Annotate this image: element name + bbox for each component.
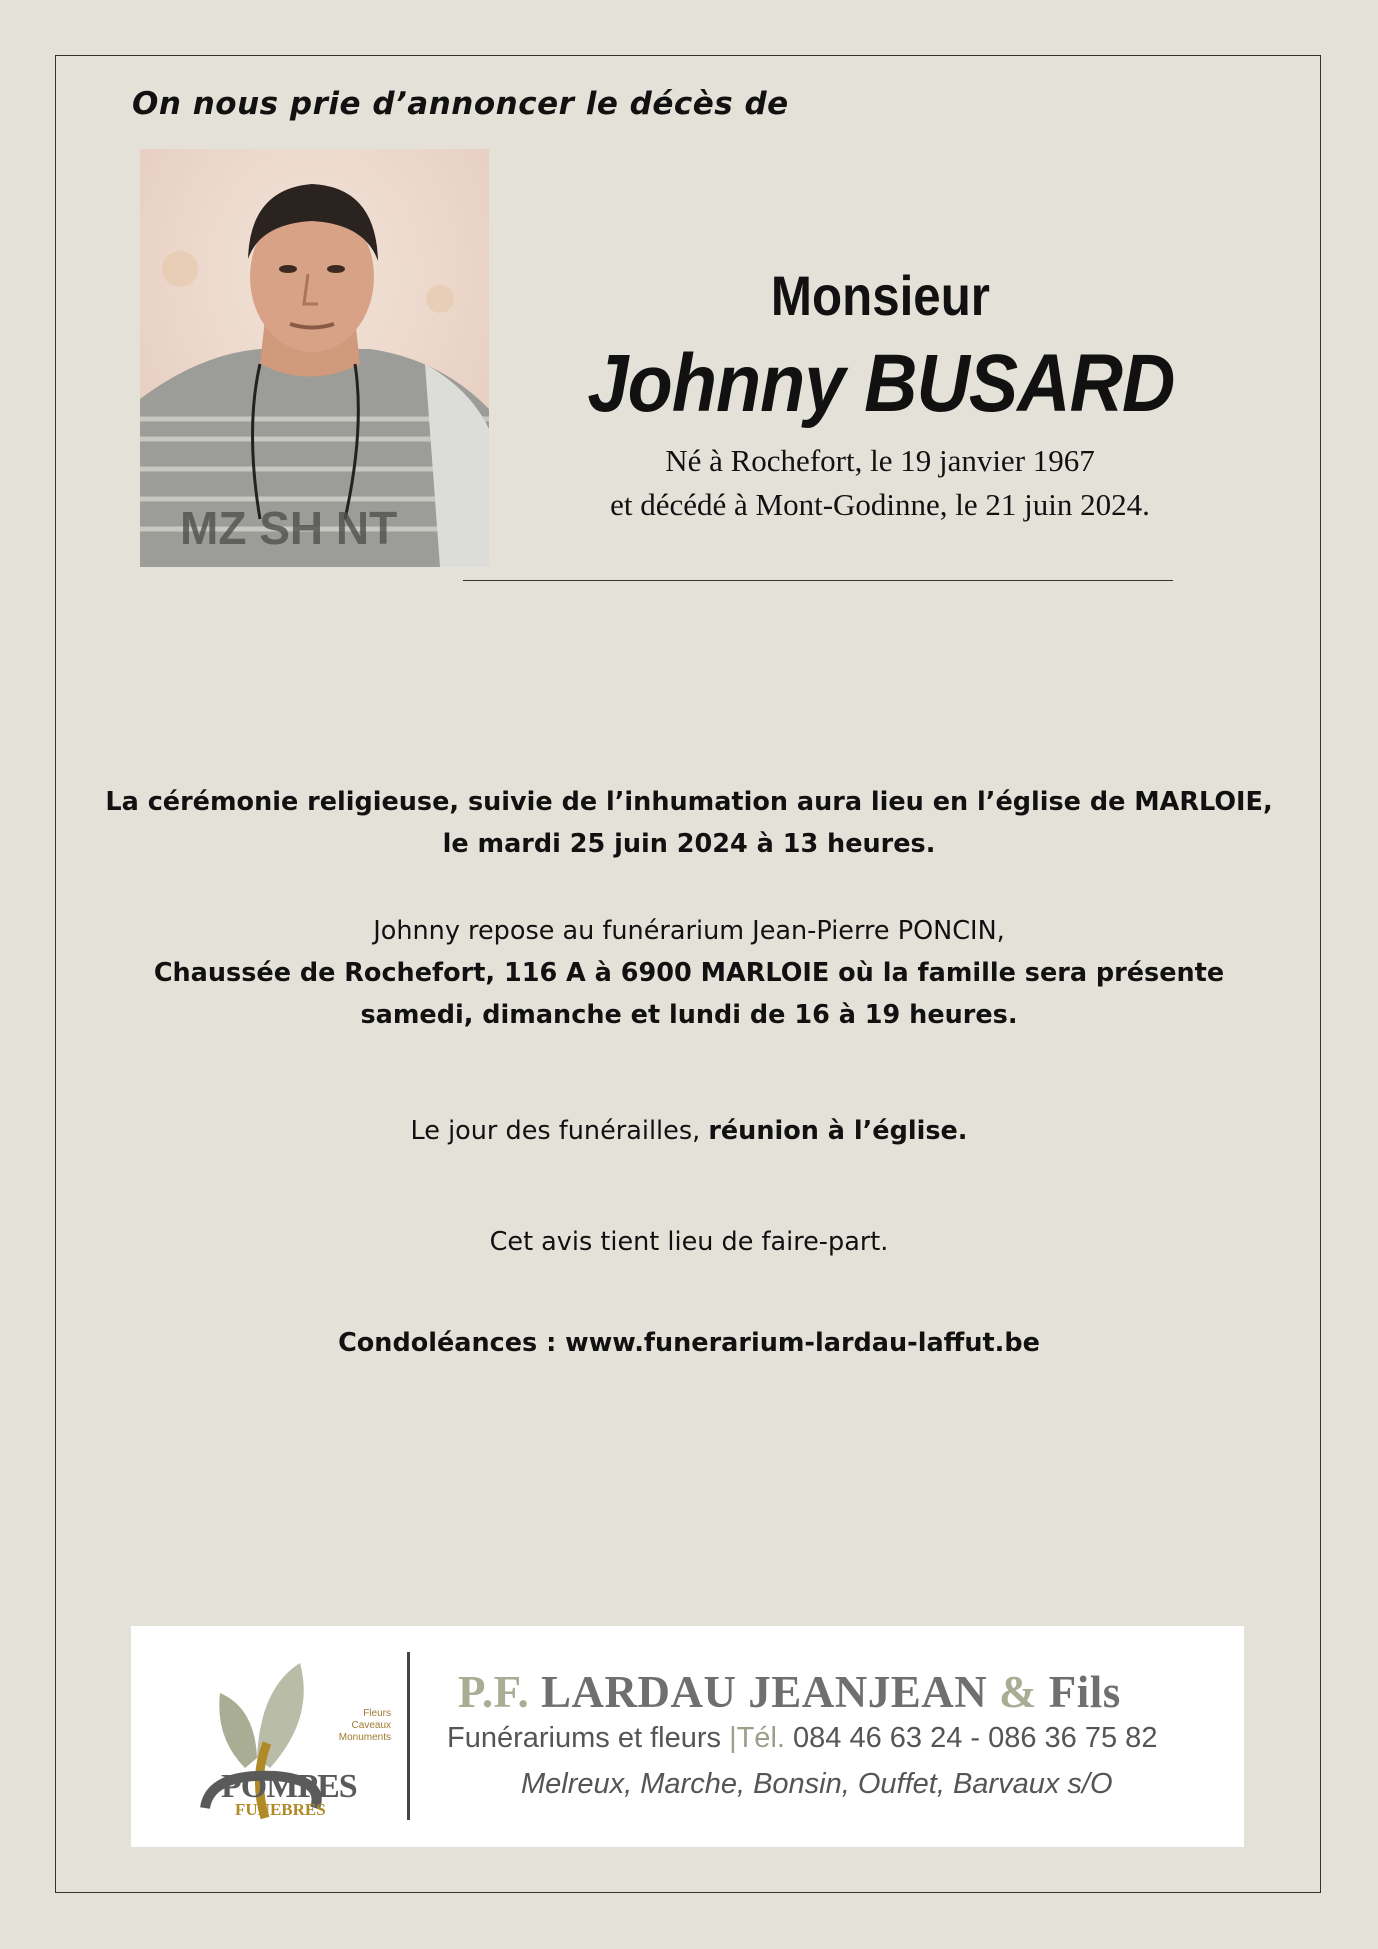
death-line: et décédé à Mont-Godinne, le 21 juin 2024.	[610, 487, 1150, 522]
firm-fils: Fils	[1048, 1667, 1121, 1717]
portrait-photo	[140, 149, 489, 567]
logo-tag-flowers: Fleurs	[363, 1708, 391, 1719]
ceremony-line-1: La cérémonie religieuse, suivie de l’inhumation aura lieu en l’église de MARLOIE,	[105, 787, 1273, 817]
rest-info	[80, 910, 1298, 1036]
services-text: Funérariums et fleurs	[447, 1722, 721, 1754]
condolences-line: Condoléances : www.funerarium-lardau-laffut.be	[338, 1328, 1040, 1358]
meeting-prefix: Le jour des funérailles,	[410, 1116, 709, 1146]
intro-line: On nous prie d’annoncer le décès de	[132, 86, 789, 122]
phone-numbers: 084 46 63 24 - 086 36 75 82	[793, 1722, 1158, 1754]
deceased-name: Johnny BUSARD	[587, 338, 1175, 429]
deceased-block	[555, 255, 1205, 527]
logo-word-pompes: POMPES	[221, 1768, 357, 1805]
firm-ampersand: &	[999, 1667, 1037, 1717]
firm-main: LARDAU JEANJEAN	[540, 1667, 988, 1717]
notice-line: Cet avis tient lieu de faire-part.	[489, 1227, 889, 1257]
firm-pf: P.F.	[458, 1667, 530, 1717]
svg-text:MZ SH NT: MZ SH NT	[180, 502, 398, 554]
firm-name	[458, 1666, 1121, 1718]
meeting-place: réunion à l’église.	[708, 1116, 968, 1146]
funeral-home-banner	[131, 1626, 1244, 1847]
birth-line: Né à Rochefort, le 19 janvier 1967	[665, 443, 1095, 478]
ceremony-line-2: le mardi 25 juin 2024 à 13 heures.	[442, 829, 936, 859]
tel-label: |Tél.	[729, 1722, 785, 1754]
services-line	[447, 1722, 1157, 1755]
rest-line-1: Johnny repose au funérarium Jean-Pierre PONCIN,	[373, 916, 1005, 946]
ceremony-info	[80, 781, 1298, 865]
logo-tag-monuments: Monuments	[338, 1732, 391, 1743]
honorific: Monsieur	[770, 264, 990, 327]
title-divider	[463, 580, 1173, 581]
meeting-info	[80, 1110, 1298, 1152]
logo-tag-vaults: Caveaux	[351, 1720, 391, 1731]
locations-line: Melreux, Marche, Bonsin, Ouffet, Barvaux s/O	[521, 1768, 1113, 1800]
logo-tags	[321, 1708, 391, 1744]
rest-line-2: Chaussée de Rochefort, 116 A à 6900 MARLOIE où la famille sera présente	[153, 958, 1225, 988]
logo-word-funebres: FUNEBRES	[235, 1800, 326, 1819]
banner-divider	[407, 1652, 410, 1820]
rest-line-3: samedi, dimanche et lundi de 16 à 19 heures.	[360, 1000, 1018, 1030]
